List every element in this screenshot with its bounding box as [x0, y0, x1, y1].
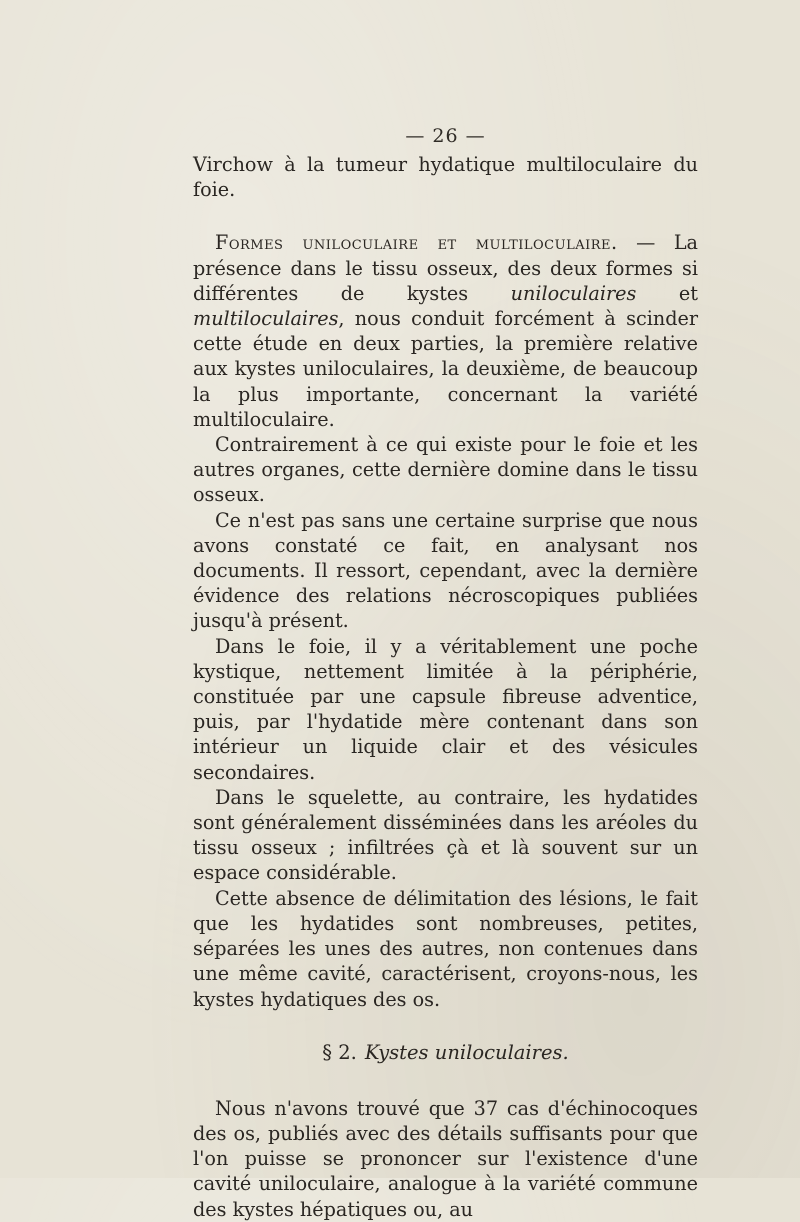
page-number: — 26 —	[405, 125, 486, 147]
paragraph-contrairement: Contrairement à ce qui existe pour le foie et les autres organes, cette dernière domine dans le tissu osseux.	[193, 433, 698, 507]
paragraph-squelette: Dans le squelette, au contraire, les hydatides sont généralement disséminées dans les aréoles du tissu osseux ; infiltrées çà et là souvent sur un espace considérable.	[193, 785, 698, 885]
paragraph-heading: Formes uniloculaire et multiloculaire.	[215, 231, 618, 255]
emphasis-multiloculaires: multiloculaires	[193, 307, 339, 331]
section-title: Kystes uniloculaires.	[364, 1040, 569, 1064]
paragraph-text: La présence dans le tissu osseux, des deux formes si différentes de kystes	[193, 231, 698, 305]
emphasis-uniloculaires: uniloculaires	[510, 281, 637, 305]
paragraph-surprise: Ce n'est pas sans une certaine surprise que nous avons constaté ce fait, en analysant nos documents. Il ressort, cependant, avec la dernière évidence des relations nécroscopiques publiées jusqu'à présent.	[193, 508, 698, 633]
paragraph-continuation: Virchow à la tumeur hydatique multiloculaire du foie.	[193, 153, 698, 202]
paragraph-text: , nous conduit forcément à scinder cette étude en deux parties, la première relative aux kystes uniloculaires, la deuxième, de beaucoup la plus importante, concernant la variété multiloculaire.	[193, 307, 698, 431]
section-heading	[193, 1040, 698, 1066]
heading-dash: —	[617, 231, 674, 255]
paragraph-formes	[193, 230, 698, 432]
paragraph-foie: Dans le foie, il y a véritablement une poche kystique, nettement limitée à la périphérie, constituée par une capsule fibreuse adventice, puis, par l'hydatide mère contenant dans son intérieur un liquide clair et des vésicules secondaires.	[193, 634, 698, 784]
paragraph-text: et	[636, 281, 698, 305]
page-body	[193, 124, 698, 1222]
paragraph-echinocoques: Nous n'avons trouvé que 37 cas d'échinocoques des os, publiés avec des détails suffisants pour que l'on puisse se prononcer sur l'existence d'une cavité uniloculaire, analogue à la variété commune des kystes hépatiques ou, au	[193, 1096, 698, 1221]
paragraph-absence: Cette absence de délimitation des lésions, le fait que les hydatides sont nombreuses, petites, séparées les unes des autres, non contenues dans une même cavité, caractérisent, croyons-nous, les kystes hydatiques des os.	[193, 886, 698, 1011]
section-symbol: § 2.	[322, 1040, 357, 1064]
